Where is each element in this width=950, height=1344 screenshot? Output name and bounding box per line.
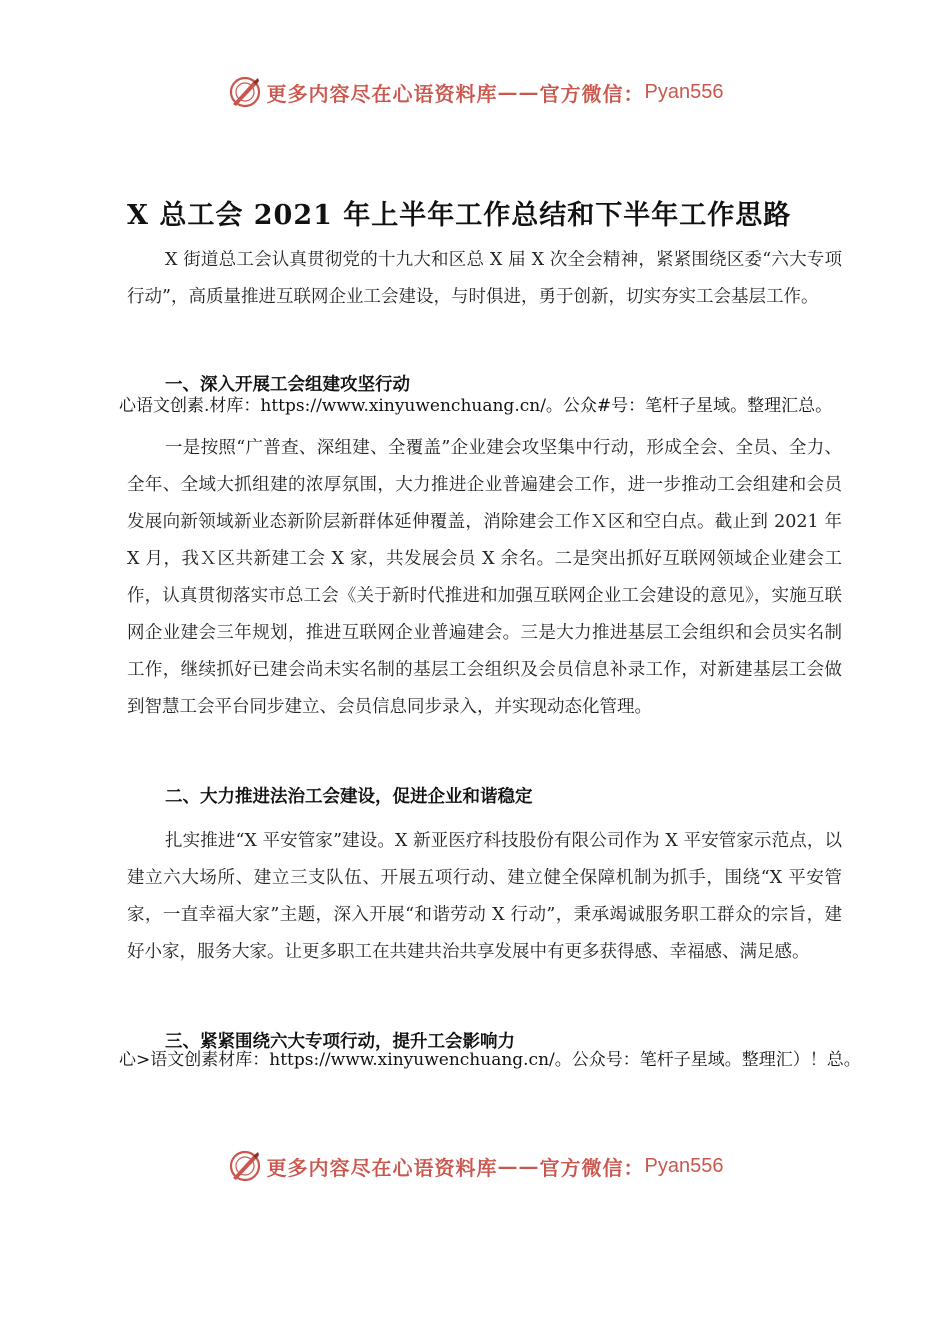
intro-paragraph: X 街道总工会认真贯彻党的十九大和区总 X 届 X 次全会精神，紧紧围绕区委“六大专项行动”，高质量推进互联网企业工会建设，与时俱进，勇于创新，切实夯实工会基层工作。 xyxy=(127,250,842,307)
top-banner xyxy=(0,70,950,114)
section1-heading: 一、深入开展工会组建攻坚行动 xyxy=(165,375,410,395)
banner-separator: —— xyxy=(497,80,540,104)
banner-text: 更多内容尽在心语资料库 xyxy=(266,1155,498,1180)
banner-wechat-id: Pyan556 xyxy=(644,1154,724,1177)
banner-text: 更多内容尽在心语资料库 xyxy=(266,81,498,106)
banner-wechat-label: 官方微信： xyxy=(539,1155,645,1180)
section2-body: 扎实推进“X 平安管家”建设。X 新亚医疗科技股份有限公司作为 X 平安管家示范点，以建立六大场所、建立三支队伍、开展五项行动、建立健全保障机制为抓手，围绕“X 平安管家，一直幸福大家”主题，深入开展“和谐劳动 X 行动”，秉承竭诚服务职工群众的宗旨，建好小家，服务大家。让更多职工在共建共治共享发展中有更多获得感、幸福感、满足感。 xyxy=(127,831,842,962)
watermark-line-1: 心语文创素.材库：https://www.xinyuwenchuang.cn/。公众#号：笔杆子星域。整理汇总。 xyxy=(119,396,833,416)
bottom-banner xyxy=(0,1144,950,1188)
pen-logo-icon xyxy=(227,74,263,110)
banner-separator: —— xyxy=(497,1154,540,1178)
pen-logo-icon xyxy=(227,1148,263,1184)
banner-wechat-id: Pyan556 xyxy=(644,80,724,103)
watermark-line-2: 心>语文创素材库：https://www.xinyuwenchuang.cn/。公众号：笔杆子星域。整理汇）！总。 xyxy=(119,1050,861,1070)
section1-body: 一是按照“广普查、深组建、全覆盖”企业建会攻坚集中行动，形成全会、全员、全力、全年、全域大抓组建的浓厚氛围，大力推进企业普遍建会工作，进一步推动工会组建和会员发展向新领域新业态新阶层新群体延伸覆盖，消除建会工作Ｘ区和空白点。截止到 2021 年 X 月，我Ｘ区共新建工会 X 家，共发展会员 X 余名。二是突出抓好互联网领域企业建会工作，认真贯彻落实市总工会《关于新时代推进和加强互联网企业工会建设的意见》，实施互联网企业建会三年规划，推进互联网企业普遍建会。三是大力推进基层工会组织和会员实名制工作，继续抓好已建会尚未实名制的基层工会组织及会员信息补录工作，对新建基层工会做到智慧工会平台同步建立、会员信息同步录入，并实现动态化管理。 xyxy=(127,438,842,717)
banner-wechat-label: 官方微信： xyxy=(539,81,645,106)
section2-heading: 二、大力推进法治工会建设，促进企业和谐稳定 xyxy=(165,787,533,807)
section3-heading: 三、紧紧围绕六大专项行动，提升工会影响力 xyxy=(165,1032,515,1052)
document-title: X 总工会 2021 年上半年工作总结和下半年工作思路 xyxy=(127,200,792,231)
